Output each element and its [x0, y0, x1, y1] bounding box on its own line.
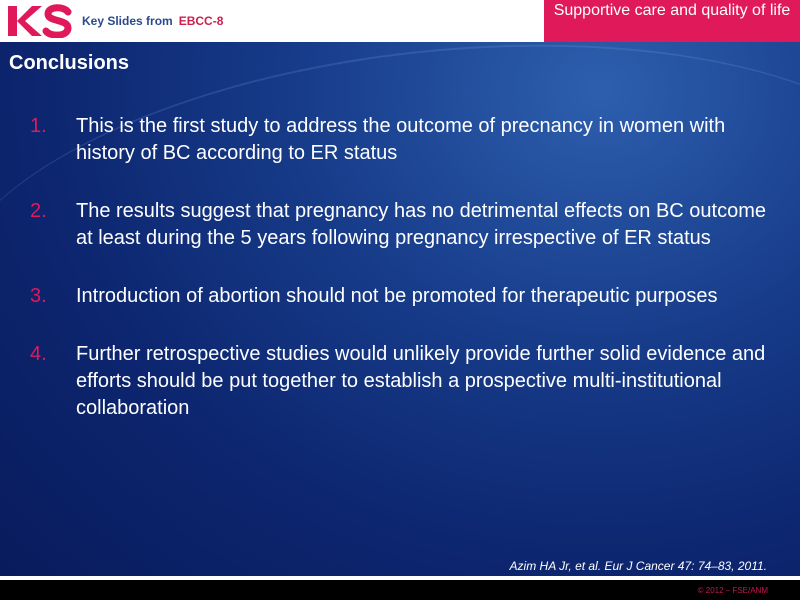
list-item-number: 2.: [30, 200, 47, 222]
list-item: [30, 341, 780, 422]
page-title: Conclusions: [9, 52, 130, 74]
header-bar: [0, 0, 800, 42]
list-item: [30, 283, 780, 310]
list-item-number: 1.: [30, 115, 47, 137]
brand-label-text: Key Slides from: [82, 14, 173, 28]
list-item-text: Introduction of abortion should not be promoted for therapeutic purposes: [76, 285, 718, 307]
list-item: [30, 113, 780, 167]
footer-bar: [0, 580, 800, 600]
list-item-number: 3.: [30, 285, 47, 307]
list-item-text: The results suggest that pregnancy has no detrimental effects on BC outcome at least during the 5 years following pregnancy irrespective of ER status: [76, 200, 767, 249]
conclusion-list: [30, 113, 780, 453]
ks-logo: [8, 4, 72, 38]
list-item-text: This is the first study to address the outcome of precnancy in women with history of BC according to ER status: [76, 115, 726, 164]
list-item-number: 4.: [30, 343, 47, 365]
brand-accent: EBCC-8: [178, 14, 224, 28]
list-item: [30, 198, 780, 252]
citation: Azim HA Jr, et al. Eur J Cancer 47: 74–83, 2011.: [509, 559, 767, 573]
brand-label: [82, 14, 223, 28]
copyright: © 2012 – FSE/ANM: [697, 586, 768, 595]
list-item-text: Further retrospective studies would unlikely provide further solid evidence and efforts should be put together to establish a prospective multi-institutional collaboration: [76, 343, 766, 419]
section-tag: Supportive care and quality of life: [544, 0, 800, 42]
